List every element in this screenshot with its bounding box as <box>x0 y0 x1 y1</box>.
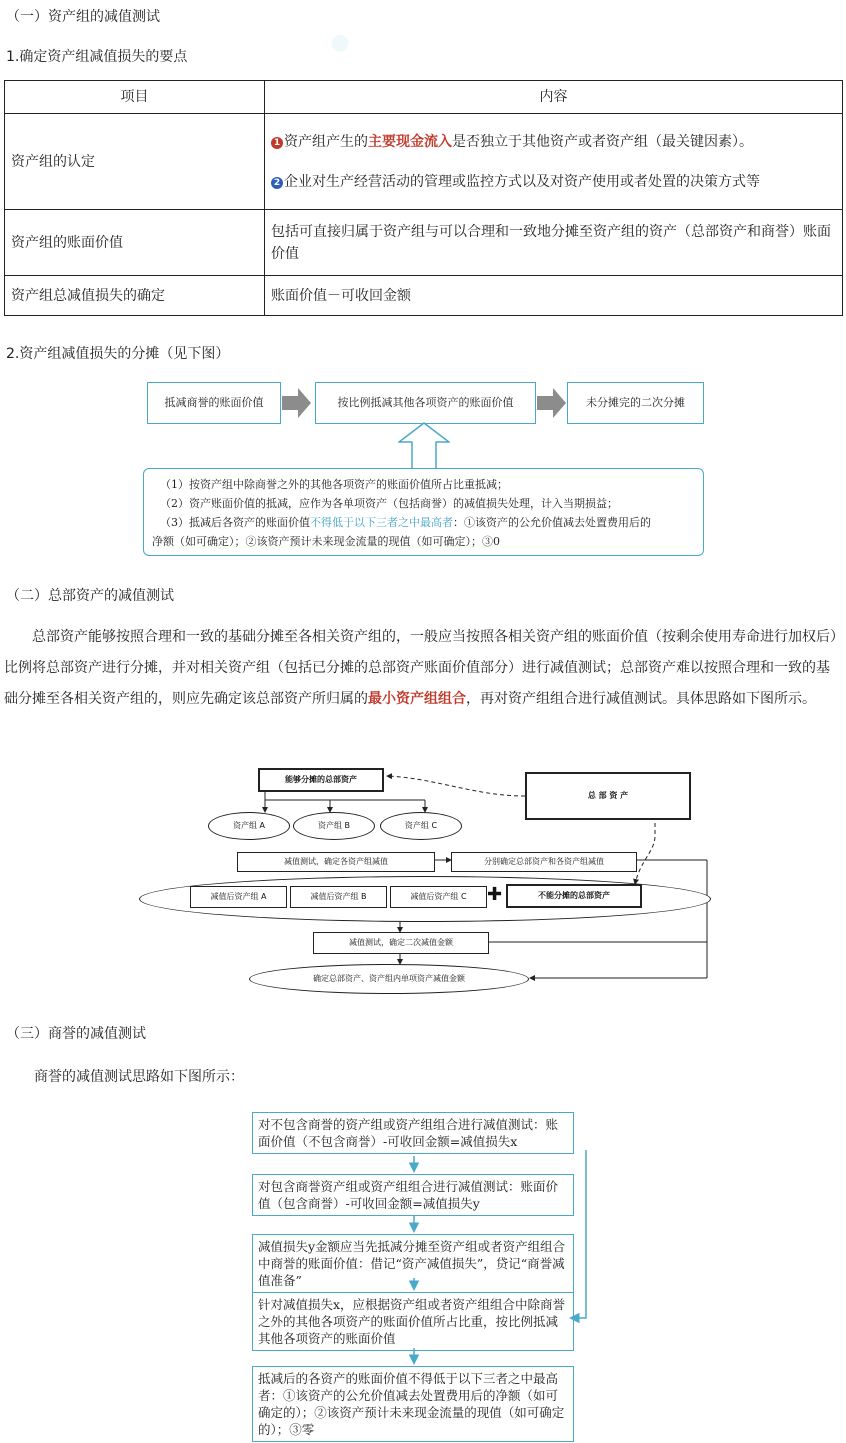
note-line: （3）抵减后各资产的账面价值 <box>160 516 310 529</box>
row-item: 资产组的账面价值 <box>5 210 265 276</box>
hq-asset-box: 总 部 资 产 <box>525 772 691 820</box>
flow-step-1: 抵减商誉的账面价值 <box>147 382 281 424</box>
after-group-a: 减值后资产组 A <box>190 886 287 908</box>
after-group-b: 减值后资产组 B <box>290 886 387 908</box>
emphasis-text: 主要现金流入 <box>368 133 452 150</box>
allocable-hq-box: 能够分摊的总部资产 <box>258 768 384 792</box>
goodwill-step-1: 对不包含商誉的资产组或资产组组合进行减值测试：账面价值（不包含商誉）-可收回金额=减值损失x <box>252 1112 574 1154</box>
header-item: 项目 <box>5 81 265 114</box>
asset-group-a: 资产组 A <box>208 812 290 840</box>
goodwill-flow-arrows <box>400 1150 600 1380</box>
row-item: 资产组总减值损失的确定 <box>5 276 265 316</box>
row-text: 是否独立于其他资产或者资产组（最关键因素）。 <box>452 133 753 150</box>
point-2-title: 2.资产组减值损失的分摊（见下图） <box>6 346 230 362</box>
asset-group-b: 资产组 B <box>293 812 375 840</box>
note-line: ：①该资产的公允价值减去处置费用后的 <box>453 516 651 529</box>
impairment-test-box: 减值测试，确定各资产组减值 <box>237 852 435 872</box>
goodwill-intro: 商誉的减值测试思路如下图所示： <box>34 1069 244 1085</box>
goodwill-step-4: 针对减值损失x，应根据资产组或者资产组组合中除商誉之外的其他各项资产的账面价值所占比重，按比例抵减其他各项资产的账面价值 <box>252 1292 574 1351</box>
flow-note <box>143 468 704 556</box>
row-text: 企业对生产经营活动的管理或监控方式以及对资产使用或者处置的决策方式等 <box>284 173 760 190</box>
goodwill-step-2: 对包含商誉资产组或资产组组合进行减值测试：账面价值（包含商誉）-可收回金额=减值损失y <box>252 1174 574 1216</box>
watermark: ● <box>324 26 355 59</box>
right-arrow-icon <box>282 388 312 418</box>
flow-step-3: 未分摊完的二次分摊 <box>567 382 704 424</box>
table-header-row <box>5 81 843 114</box>
after-group-c: 减值后资产组 C <box>390 886 487 908</box>
flow-step-2: 按比例抵减其他各项资产的账面价值 <box>315 382 536 424</box>
section-title-3: （三）商誉的减值测试 <box>6 1026 146 1042</box>
point-1-title: 1.确定资产组减值损失的要点 <box>6 49 188 65</box>
hq-asset-diagram <box>135 766 717 996</box>
table-row <box>5 114 843 210</box>
note-line: 净额（如可确定）；②该资产预计未来现金流量的现值（如可确定）；③0 <box>152 535 500 548</box>
number-1-icon: 1 <box>271 137 283 149</box>
final-ellipse: 确定总部资产、资产组内单项资产减值金额 <box>249 964 529 994</box>
row-text: 资产组产生的 <box>284 133 368 150</box>
number-2-icon: 2 <box>271 177 283 189</box>
para-text: 总部资产能够按照合理和一致的基础分摊至各相关资产组的，一般应当按照各相关资产组的账面价值（按剩余使用寿命进行加权后）比例将总部资产进行分摊，并对相关资产组（包括已分摊的总部资产账面价值部分）进行减值测试；总部资产难以按照合理和一致的基础分摊至各相关资产组的，则应先确定该总部资产所归属的 <box>4 629 837 707</box>
row-content: 账面价值－可收回金额 <box>265 276 843 316</box>
note-emphasis: 不得低于以下三者之中最高者 <box>310 516 453 529</box>
row-content <box>265 114 843 210</box>
allocate-box: 分别确定总部资产和各资产组减值 <box>451 852 637 872</box>
section-title-2: （二）总部资产的减值测试 <box>6 588 174 604</box>
header-content: 内容 <box>265 81 843 114</box>
right-arrow-icon <box>537 388 567 418</box>
second-test-box: 减值测试，确定二次减值金额 <box>313 932 489 954</box>
row-content: 包括可直接归属于资产组与可以合理和一致地分摊至资产组的资产（总部资产和商誉）账面价值 <box>265 210 843 276</box>
asset-group-c: 资产组 C <box>380 812 462 840</box>
table-row <box>5 276 843 316</box>
table-row <box>5 210 843 276</box>
non-allocable-hq-box: 不能分摊的总部资产 <box>506 884 642 908</box>
plus-icon: ✚ <box>487 884 503 905</box>
up-arrow-icon <box>398 422 450 470</box>
row-item: 资产组的认定 <box>5 114 265 210</box>
note-line: （2）资产账面价值的抵减，应作为各单项资产（包括商誉）的减值损失处理，计入当期损益； <box>160 497 618 510</box>
section-title-1: （一）资产组的减值测试 <box>6 9 160 25</box>
hq-asset-paragraph <box>4 622 840 715</box>
asset-group-table <box>4 80 843 316</box>
goodwill-step-3: 减值损失y金额应当先抵减分摊至资产组或者资产组组合中商誉的账面价值：借记“资产减值损失”，贷记“商誉减值准备” <box>252 1234 574 1293</box>
goodwill-step-5: 抵减后的各资产的账面价值不得低于以下三者之中最高者：①该资产的公允价值减去处置费用后的净额（如可确定的）；②该资产预计未来现金流量的现值（如可确定的）；③零 <box>252 1366 574 1442</box>
emphasis-text: 最小资产组组合 <box>368 691 466 707</box>
para-text: ，再对资产组组合进行减值测试。具体思路如下图所示。 <box>466 691 816 707</box>
note-line: （1）按资产组中除商誉之外的其他各项资产的账面价值所占比重抵减； <box>160 478 508 491</box>
